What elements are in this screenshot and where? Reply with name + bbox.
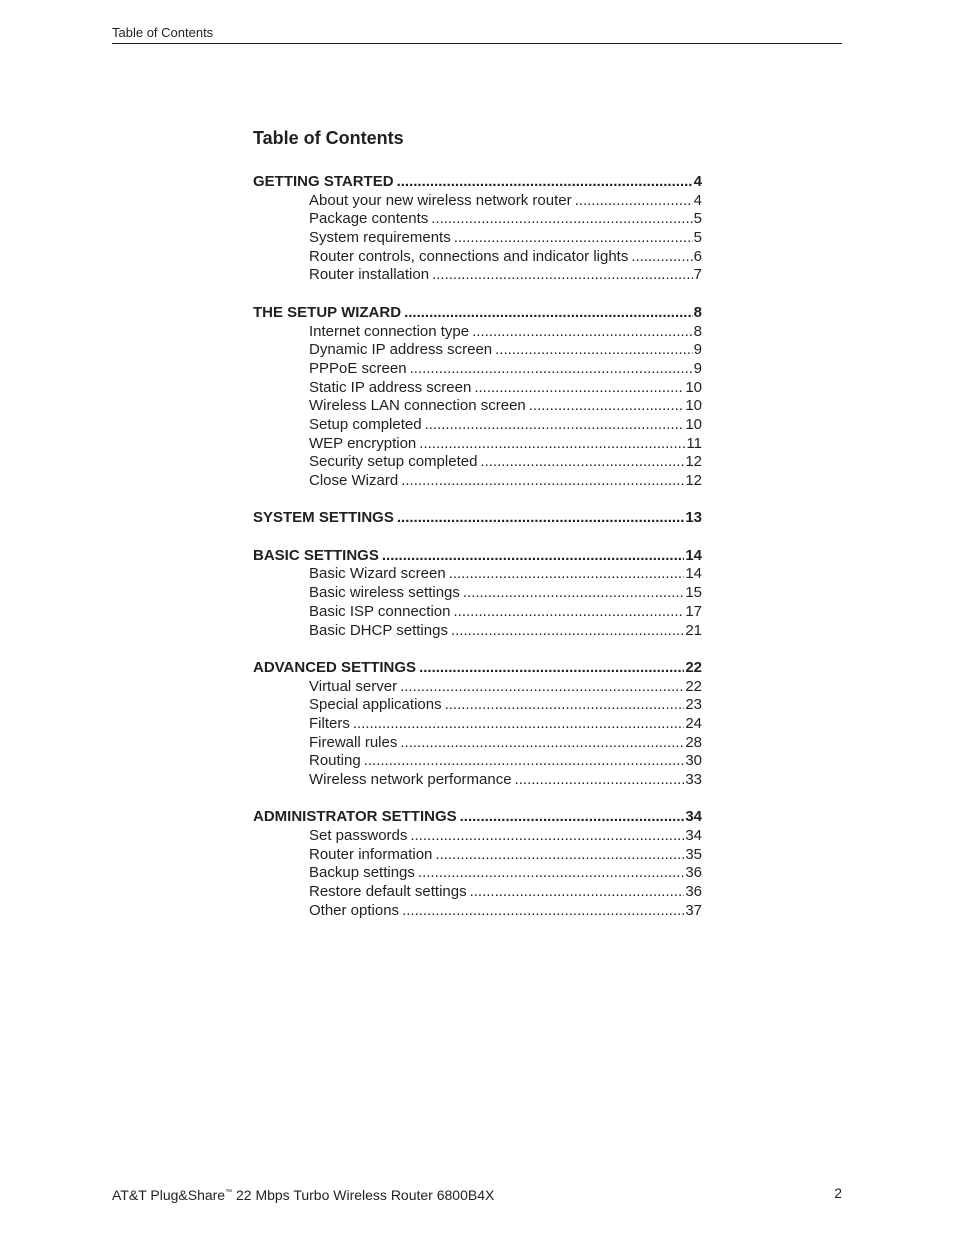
toc-section-title: THE SETUP WIZARD — [253, 303, 402, 321]
footer-product-suffix: 22 Mbps Turbo Wireless Router 6800B4X — [232, 1187, 495, 1203]
toc-entry-page: 23 — [685, 696, 702, 714]
toc-entry-label: Security setup completed — [309, 453, 478, 471]
toc-entry[interactable] — [309, 603, 702, 622]
dot-leader — [425, 416, 685, 435]
dot-leader — [410, 827, 684, 846]
toc-entry-page: 5 — [693, 210, 702, 228]
toc-section-page: 14 — [685, 546, 702, 564]
footer-page-number: 2 — [834, 1185, 842, 1201]
toc-entry-label: Basic Wizard screen — [309, 565, 446, 583]
toc-section-heading[interactable] — [253, 304, 702, 323]
toc-entry[interactable] — [309, 323, 702, 342]
toc-section — [253, 509, 702, 528]
dot-leader — [432, 266, 693, 285]
toc-entry[interactable] — [309, 864, 702, 883]
toc-entry[interactable] — [309, 752, 702, 771]
toc-entry[interactable] — [309, 266, 702, 285]
toc-entry-label: Wireless network performance — [309, 771, 512, 788]
dot-leader — [410, 360, 693, 379]
toc-entry-page: 6 — [693, 247, 702, 265]
toc-entry-page: 36 — [685, 883, 702, 901]
toc-entry-label: Setup completed — [309, 415, 422, 433]
toc-entry-page: 9 — [693, 341, 702, 359]
toc-section — [253, 173, 702, 285]
toc-entry[interactable] — [309, 210, 702, 229]
toc-section — [253, 304, 702, 491]
toc-entry-label: Special applications — [309, 696, 442, 714]
toc-entry-page: 10 — [685, 397, 702, 415]
toc-entry[interactable] — [309, 902, 702, 921]
dot-leader — [400, 678, 684, 697]
toc-entry-label: Filters — [309, 714, 350, 732]
toc-section-heading[interactable] — [253, 808, 702, 827]
toc-entry-label: Restore default settings — [309, 883, 467, 901]
dot-leader — [402, 902, 684, 921]
dot-leader — [418, 864, 684, 883]
dot-leader — [397, 173, 693, 192]
toc-entry-label: Firewall rules — [309, 733, 398, 751]
toc-entry[interactable] — [309, 771, 702, 790]
dot-leader — [472, 323, 693, 342]
toc-entry[interactable] — [309, 715, 702, 734]
toc-entry[interactable] — [309, 341, 702, 360]
footer-product-prefix: AT&T Plug&Share — [112, 1187, 226, 1203]
toc-entry-label: Router controls, connections and indicator lights — [309, 247, 629, 265]
dot-leader — [431, 210, 692, 229]
toc-entry-label: Wireless LAN connection screen — [309, 397, 526, 415]
toc-section-title: SYSTEM SETTINGS — [253, 509, 394, 527]
table-of-contents — [253, 173, 702, 939]
trademark-symbol: ™ — [225, 1189, 233, 1196]
toc-entry-label: System requirements — [309, 229, 451, 247]
toc-entry-label: Set passwords — [309, 827, 408, 845]
toc-entry[interactable] — [309, 696, 702, 715]
toc-entry[interactable] — [309, 734, 702, 753]
toc-entry[interactable] — [309, 360, 702, 379]
dot-leader — [419, 435, 685, 454]
toc-entry[interactable] — [309, 846, 702, 865]
toc-entry[interactable] — [309, 229, 702, 248]
toc-section-page: 22 — [685, 658, 702, 676]
toc-entry-page: 12 — [685, 472, 702, 489]
toc-entry-page: 4 — [693, 191, 702, 209]
toc-entry-page: 36 — [685, 864, 702, 882]
dot-leader — [435, 846, 684, 865]
dot-leader — [631, 248, 692, 267]
running-header-title: Table of Contents — [112, 25, 214, 40]
toc-entry[interactable] — [309, 565, 702, 584]
toc-entry-page: 12 — [685, 453, 702, 471]
toc-entry-page: 21 — [685, 621, 702, 639]
dot-leader — [474, 379, 684, 398]
toc-section-page: 13 — [685, 509, 702, 527]
toc-entry-page: 8 — [693, 322, 702, 340]
toc-entry[interactable] — [309, 379, 702, 398]
toc-entry-page: 7 — [693, 266, 702, 284]
toc-section-title: GETTING STARTED — [253, 173, 394, 190]
dot-leader — [364, 752, 685, 771]
dot-leader — [480, 453, 684, 472]
toc-entry-label: Internet connection type — [309, 322, 470, 340]
toc-entry-label: Virtual server — [309, 677, 398, 695]
toc-section-heading[interactable] — [253, 659, 702, 678]
toc-entry-page: 14 — [685, 565, 702, 583]
dot-leader — [529, 397, 685, 416]
dot-leader — [445, 696, 685, 715]
header-rule — [112, 43, 842, 44]
toc-section-heading[interactable] — [253, 509, 702, 528]
toc-entry-page: 34 — [685, 827, 702, 845]
dot-leader — [495, 341, 693, 360]
dot-leader — [470, 883, 685, 902]
dot-leader — [397, 509, 684, 528]
footer-product-name — [112, 1185, 494, 1203]
toc-section — [253, 808, 702, 920]
dot-leader — [353, 715, 684, 734]
toc-entry-page: 17 — [685, 602, 702, 620]
toc-entry-page: 11 — [686, 434, 702, 452]
toc-entry-label: Router installation — [309, 266, 430, 284]
dot-leader — [382, 547, 684, 566]
toc-entry-label: Router information — [309, 845, 433, 863]
toc-entry-label: Basic ISP connection — [309, 602, 451, 620]
toc-entry-label: Routing — [309, 752, 361, 770]
toc-entry-label: Basic wireless settings — [309, 584, 460, 602]
toc-section-page: 4 — [693, 173, 702, 190]
toc-entry-page: 10 — [685, 378, 702, 396]
toc-section-title: ADMINISTRATOR SETTINGS — [253, 808, 457, 826]
toc-section-title: BASIC SETTINGS — [253, 546, 379, 564]
toc-entry[interactable] — [309, 192, 702, 211]
toc-entry[interactable] — [309, 678, 702, 697]
toc-section — [253, 547, 702, 640]
toc-entry-label: About your new wireless network router — [309, 191, 572, 209]
toc-section-title: ADVANCED SETTINGS — [253, 658, 417, 676]
toc-section-page: 8 — [693, 303, 702, 321]
dot-leader — [449, 565, 685, 584]
dot-leader — [575, 192, 693, 211]
toc-entry-label: Static IP address screen — [309, 378, 472, 396]
toc-entry[interactable] — [309, 435, 702, 454]
toc-entry-page: 22 — [685, 677, 702, 695]
toc-entry[interactable] — [309, 827, 702, 846]
dot-leader — [463, 584, 684, 603]
toc-entry[interactable] — [309, 584, 702, 603]
toc-entry[interactable] — [309, 397, 702, 416]
toc-entry-label: Basic DHCP settings — [309, 621, 448, 639]
dot-leader — [404, 304, 693, 323]
toc-entry-page: 37 — [685, 901, 702, 919]
toc-entry-label: PPPoE screen — [309, 359, 407, 377]
toc-entry-label: Package contents — [309, 210, 429, 228]
dot-leader — [454, 229, 693, 248]
toc-entry[interactable] — [309, 622, 702, 641]
toc-entry-page: 5 — [693, 229, 702, 247]
toc-entry-page: 10 — [685, 415, 702, 433]
dot-leader — [419, 659, 684, 678]
toc-entry-page: 30 — [685, 752, 702, 770]
toc-entry-label: Close Wizard — [309, 472, 399, 489]
toc-section-heading[interactable] — [253, 173, 702, 192]
toc-entry-label: Other options — [309, 901, 400, 919]
toc-entry-page: 35 — [685, 845, 702, 863]
toc-entry-label: Dynamic IP address screen — [309, 341, 493, 359]
toc-entry-page: 33 — [685, 771, 702, 788]
dot-leader — [515, 771, 685, 790]
toc-entry[interactable] — [309, 248, 702, 267]
toc-section-page: 34 — [685, 808, 702, 826]
toc-entry-page: 15 — [685, 584, 702, 602]
toc-entry-page: 24 — [685, 714, 702, 732]
dot-leader — [400, 734, 684, 753]
dot-leader — [401, 472, 684, 491]
dot-leader — [453, 603, 684, 622]
toc-entry-label: WEP encryption — [309, 434, 417, 452]
dot-leader — [460, 808, 685, 827]
toc-entry[interactable] — [309, 453, 702, 472]
toc-entry[interactable] — [309, 883, 702, 902]
dot-leader — [451, 622, 684, 641]
toc-section — [253, 659, 702, 790]
toc-entry[interactable] — [309, 472, 702, 491]
page-title: Table of Contents — [253, 128, 404, 148]
toc-section-heading[interactable] — [253, 547, 702, 566]
toc-entry[interactable] — [309, 416, 702, 435]
toc-entry-page: 28 — [685, 733, 702, 751]
toc-entry-label: Backup settings — [309, 864, 415, 882]
toc-entry-page: 9 — [693, 359, 702, 377]
